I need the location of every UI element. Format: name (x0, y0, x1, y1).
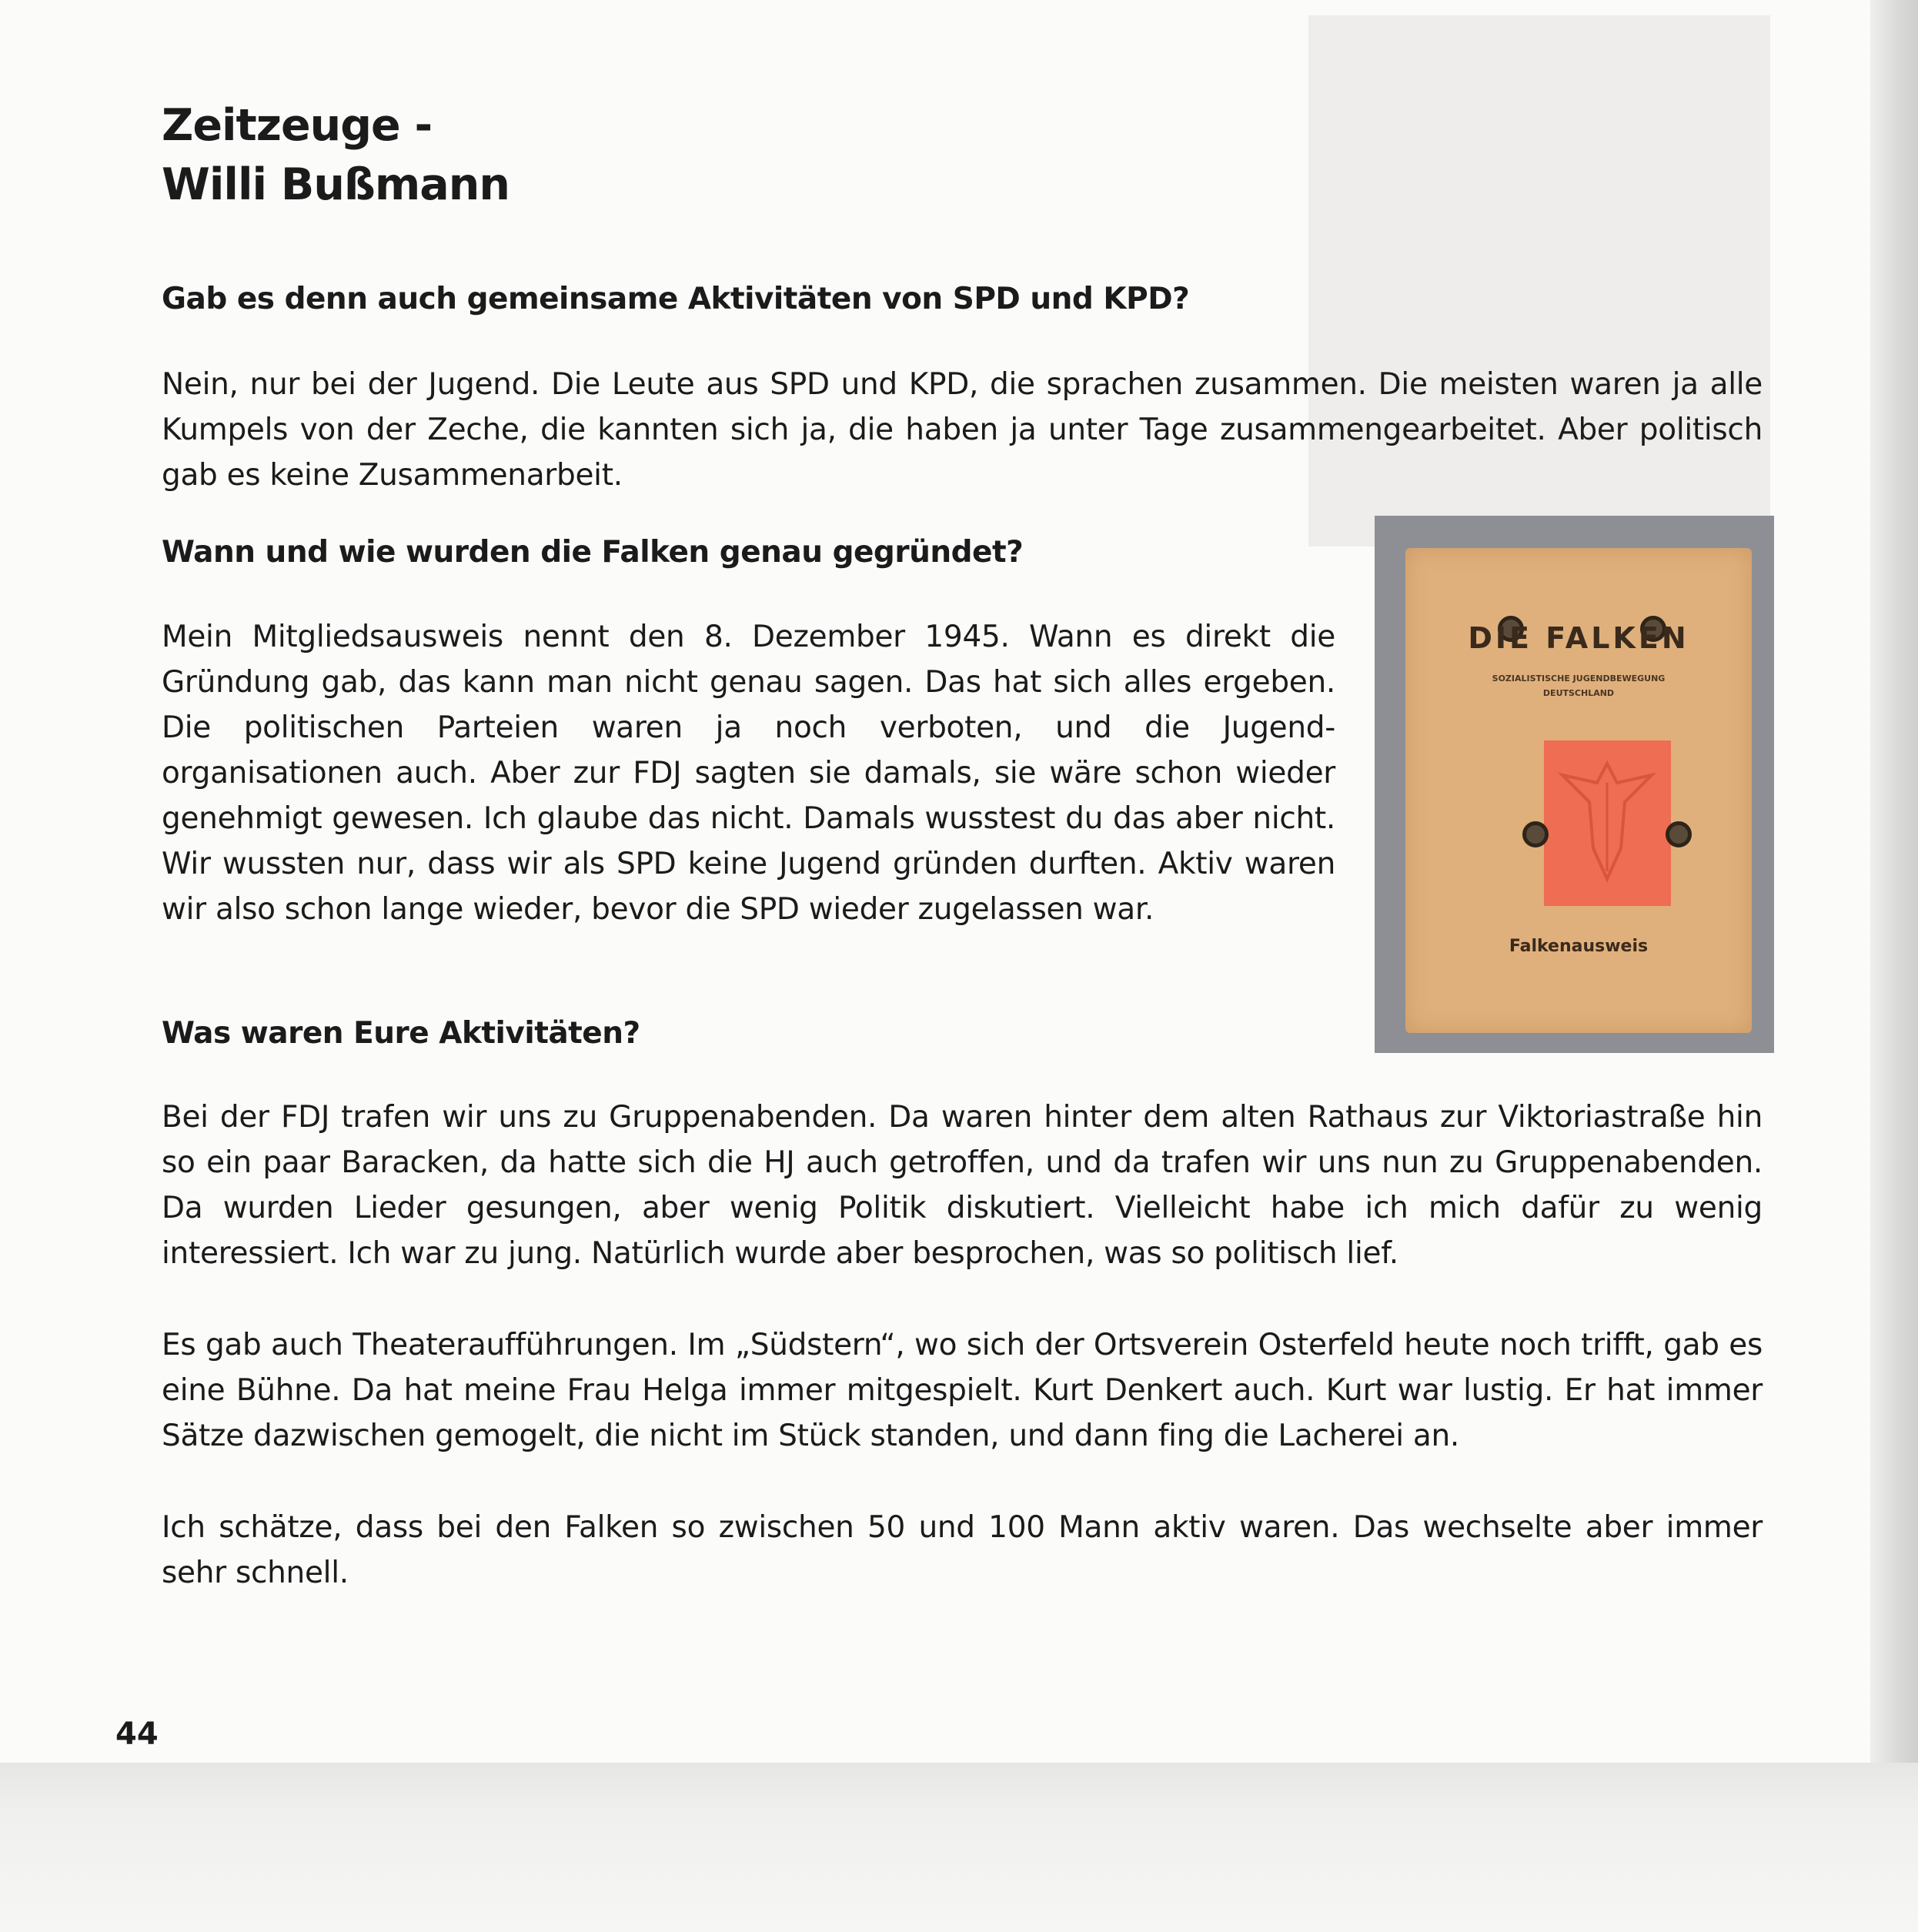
title-line-2: Willi Bußmann (162, 159, 510, 210)
rivet-icon (1666, 821, 1692, 847)
book-gutter (1870, 0, 1918, 1832)
scan-bottom-edge (0, 1763, 1918, 1932)
question-3: Was waren Eure Aktivitäten? (162, 1016, 640, 1051)
answer-3-paragraph-3: Ich schätze, dass bei den Falken so zwischen 50 und 100 Mann aktiv waren. Das wechselte aber immer sehr schnell. (162, 1510, 1763, 1590)
card-label: Falkenausweis (1509, 937, 1649, 956)
answer-2: Mein Mitgliedsausweis nennt den 8. Dezember 1945. Wann es direkt die Gründung gab, das kann man nicht genau sagen. Das hat sich alles ergeben. Die politischen Parteien waren ja noch verboten, und die Jugend-organisationen auch. Aber zur FDJ sagten sie damals, sie wäre schon wieder genehmigt gewesen. Ich glaube das nicht. Damals wusstest du das aber nicht. Wir wussten nur, dass wir als SPD keine Jugend gründen durften. Aktiv waren wir also schon lange wieder, bevor die SPD wieder zugelassen war. (162, 620, 1335, 927)
page-number: 44 (115, 1716, 159, 1752)
card-subtitle-line-1: SOZIALISTISCHE JUGENDBEWEGUNG (1492, 674, 1666, 684)
answer-3-paragraph-2: Es gab auch Theateraufführungen. Im „Südstern“, wo sich der Ortsverein Osterfeld heute noch trifft, gab es eine Bühne. Da hat meine Frau Helga immer mitgespielt. Kurt Denkert auch. Kurt war lustig. Er hat immer Sätze dazwischen gemogelt, die nicht im Stück standen, und dann fing die Lacherei an. (162, 1328, 1763, 1453)
answer-1: Nein, nur bei der Jugend. Die Leute aus SPD und KPD, die sprachen zusammen. Die meisten waren ja alle Kumpels von der Zeche, die kannten sich ja, die haben ja unter Tage zusammengearbeitet. Aber politisch gab es keine Zusammenarbeit. (162, 367, 1763, 493)
question-2: Wann und wie wurden die Falken genau gegründet? (162, 535, 1024, 570)
falcon-emblem-icon (1544, 740, 1671, 906)
membership-card (1405, 548, 1752, 1033)
card-subtitle (1405, 671, 1752, 700)
page-title (162, 96, 931, 215)
answer-3-paragraph-1: Bei der FDJ trafen wir uns zu Gruppenabenden. Da waren hinter dem alten Rathaus zur Viktoriastraße hin so ein paar Baracken, da hatte sich die HJ auch getroffen, und da trafen wir uns nun zu Gruppenabenden. Da wurden Lieder gesungen, aber wenig Politik diskutiert. Vielleicht habe ich mich dafür zu wenig interessiert. Ich war zu jung. Natürlich wurde aber besprochen, was so politisch lief. (162, 1100, 1763, 1271)
falkenausweis-photo (1375, 516, 1774, 1053)
card-title: DIE FALKEN (1468, 621, 1689, 655)
card-subtitle-line-2: DEUTSCHLAND (1542, 688, 1615, 698)
title-line-1: Zeitzeuge - (162, 100, 433, 151)
rivet-icon (1522, 821, 1549, 847)
question-1: Gab es denn auch gemeinsame Aktivitäten von SPD und KPD? (162, 282, 1190, 316)
